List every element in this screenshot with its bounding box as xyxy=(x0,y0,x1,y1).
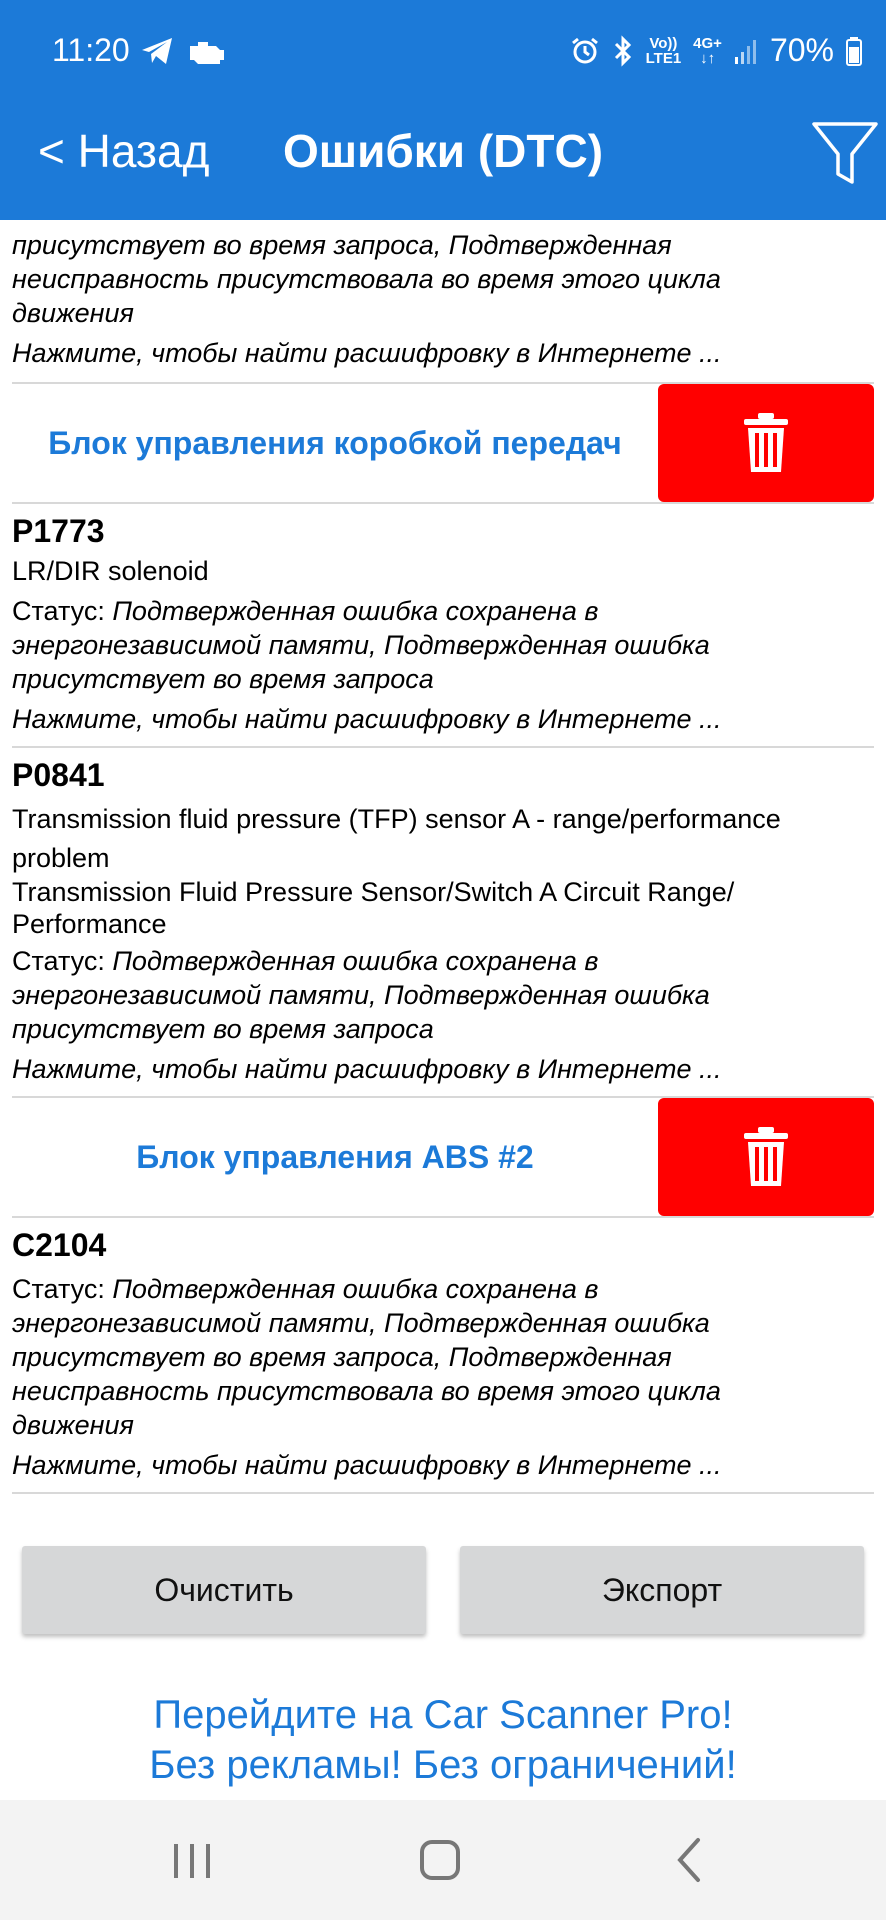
promo-line: Перейдите на Car Scanner Pro! xyxy=(153,1693,733,1737)
status-time: 11:20 xyxy=(52,32,130,68)
action-buttons xyxy=(0,1546,886,1636)
car-engine-icon xyxy=(186,36,226,66)
dtc-description: problem xyxy=(12,843,110,873)
status-text: Подтвержденная ошибка сохранена в xyxy=(112,946,599,976)
dtc-description: LR/DIR solenoid xyxy=(12,556,209,586)
app-bar xyxy=(0,100,886,220)
back-button[interactable]: < Назад xyxy=(38,125,210,177)
trash-icon xyxy=(743,412,789,474)
status-text: неисправность присутствовала во время этого цикла xyxy=(12,264,721,294)
delete-block-button[interactable] xyxy=(658,384,874,502)
recent-apps-icon[interactable] xyxy=(162,1830,222,1890)
home-icon[interactable] xyxy=(410,1830,470,1890)
status-text: энергонезависимой памяти, Подтвержденная ошибка xyxy=(12,1308,710,1338)
ecu-block-title: Блок управления коробкой передач xyxy=(48,424,622,461)
dtc-code: C2104 xyxy=(12,1227,107,1263)
search-online-link[interactable]: Нажмите, чтобы найти расшифровку в Интернете ... xyxy=(12,704,722,734)
status-text: Подтвержденная ошибка сохранена в xyxy=(112,1274,599,1304)
status-text: неисправность присутствовала во время этого цикла xyxy=(12,1376,721,1406)
volte-indicator: Vo)) LTE1 xyxy=(645,34,682,67)
alarm-icon xyxy=(570,36,600,66)
system-nav-bar xyxy=(0,1800,886,1920)
dtc-list[interactable] xyxy=(0,220,886,1494)
telegram-icon xyxy=(140,36,174,66)
dtc-description: Performance xyxy=(12,909,167,939)
back-icon[interactable] xyxy=(660,1830,720,1890)
status-text: присутствует во время запроса xyxy=(12,664,434,694)
export-button[interactable]: Экспорт xyxy=(460,1546,864,1634)
status-left-icons xyxy=(140,36,226,66)
battery-icon xyxy=(846,36,862,66)
dtc-status xyxy=(0,1272,886,1306)
delete-block-button[interactable] xyxy=(658,1098,874,1216)
dtc-item[interactable] xyxy=(0,504,886,736)
filter-icon[interactable] xyxy=(810,120,880,190)
ecu-block-header xyxy=(12,384,874,502)
ecu-block-header xyxy=(12,1098,874,1216)
network-gen-indicator: 4G+ ↓↑ xyxy=(693,34,722,67)
status-text: движения xyxy=(12,1410,134,1440)
status-label: Статус: xyxy=(12,596,113,626)
ecu-block-title: Блок управления ABS #2 xyxy=(136,1138,534,1175)
search-online-link[interactable]: Нажмите, чтобы найти расшифровку в Интернете ... xyxy=(12,338,722,368)
status-text: энергонезависимой памяти, Подтвержденная ошибка xyxy=(12,630,710,660)
battery-percent: 70% xyxy=(769,32,834,68)
dtc-item[interactable] xyxy=(0,748,886,1086)
status-text: присутствует во время запроса, Подтвержденная xyxy=(12,1342,672,1372)
search-online-link[interactable]: Нажмите, чтобы найти расшифровку в Интернете ... xyxy=(12,1054,722,1084)
dtc-item-fragment[interactable] xyxy=(0,220,886,370)
status-label: Статус: xyxy=(12,1274,113,1304)
trash-icon xyxy=(743,1126,789,1188)
status-text: энергонезависимой памяти, Подтвержденная ошибка xyxy=(12,980,710,1010)
status-right-icons xyxy=(570,32,862,69)
promo-line: Без рекламы! Без ограничений! xyxy=(149,1743,737,1787)
dtc-status xyxy=(0,594,886,628)
search-online-link[interactable]: Нажмите, чтобы найти расшифровку в Интернете ... xyxy=(12,1450,722,1480)
page-title: Ошибки (DTC) xyxy=(282,125,604,177)
bluetooth-icon xyxy=(612,35,634,67)
dtc-status xyxy=(0,944,886,978)
status-text: присутствует во время запроса xyxy=(12,1014,434,1044)
dtc-description: Transmission Fluid Pressure Sensor/Switch A Circuit Range/ xyxy=(12,877,735,907)
status-label: Статус: xyxy=(12,946,113,976)
divider xyxy=(12,1492,874,1494)
dtc-description: Transmission fluid pressure (TFP) sensor A - range/performance xyxy=(12,804,781,834)
status-text: присутствует во время запроса, Подтвержденная xyxy=(12,230,672,260)
dtc-code: P0841 xyxy=(12,757,105,793)
signal-icon xyxy=(734,37,758,65)
pro-promo-link[interactable] xyxy=(0,1690,886,1790)
status-bar xyxy=(0,0,886,100)
dtc-item[interactable] xyxy=(0,1218,886,1482)
clear-button[interactable]: Очистить xyxy=(22,1546,426,1634)
status-text: движения xyxy=(12,298,134,328)
status-text: Подтвержденная ошибка сохранена в xyxy=(112,596,599,626)
dtc-code: P1773 xyxy=(12,513,105,549)
